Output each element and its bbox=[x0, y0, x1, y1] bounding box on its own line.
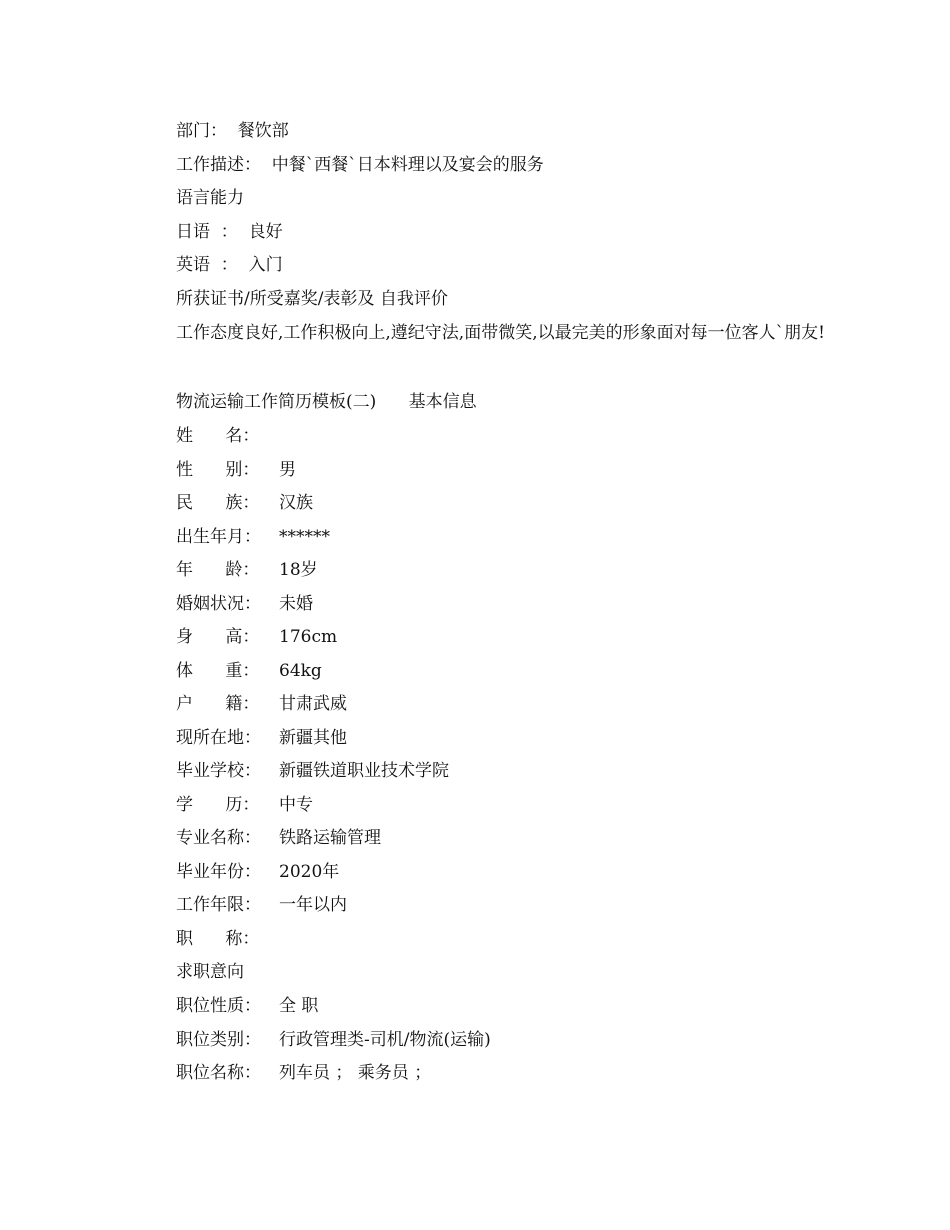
field-label: 身 高： bbox=[176, 627, 260, 647]
field-value: 一年以内 bbox=[279, 895, 347, 915]
template-title: 物流运输工作简历模板(二) 基本信息 bbox=[176, 392, 477, 412]
dept-line: 部门： 餐饮部 bbox=[176, 121, 289, 141]
basic-info-row bbox=[176, 693, 347, 715]
basic-info-row bbox=[176, 559, 318, 581]
field-value: 行政管理类-司机/物流(运输) bbox=[279, 1029, 491, 1050]
self-evaluation: 工作态度良好,工作积极向上,遵纪守法,面带微笑,以最完美的形象面对每一位客人`朋友! bbox=[176, 323, 825, 343]
basic-info-row bbox=[176, 459, 296, 481]
field-label: 毕业学校： bbox=[176, 761, 261, 781]
basic-info-row bbox=[176, 593, 313, 615]
field-label: 职 称： bbox=[176, 928, 260, 949]
basic-info-row bbox=[176, 660, 322, 682]
field-value: 铁路运输管理 bbox=[279, 828, 381, 848]
field-value: 新疆铁道职业技术学院 bbox=[279, 761, 449, 781]
basic-info-row bbox=[176, 794, 313, 816]
field-value: 汉族 bbox=[279, 493, 313, 513]
basic-info-row bbox=[176, 425, 279, 447]
field-label: 民 族： bbox=[176, 493, 260, 513]
basic-info-row bbox=[176, 526, 330, 548]
field-value: 18岁 bbox=[279, 560, 318, 580]
field-value: 全 职 bbox=[279, 996, 319, 1016]
field-label: 出生年月： bbox=[176, 526, 261, 547]
field-label: 专业名称： bbox=[176, 828, 261, 848]
field-label: 工作年限： bbox=[176, 895, 261, 915]
field-value: ****** bbox=[279, 526, 330, 547]
field-value: 中专 bbox=[279, 794, 313, 815]
intent-row bbox=[176, 1029, 491, 1051]
field-label: 姓 名： bbox=[176, 426, 260, 446]
intent-row bbox=[176, 995, 318, 1017]
intent-row bbox=[176, 1062, 431, 1084]
intent-heading: 求职意向 bbox=[176, 962, 244, 982]
work-desc-line: 工作描述： 中餐`西餐`日本料理以及宴会的服务 bbox=[176, 155, 544, 175]
english-line: 英语 ： 入门 bbox=[176, 255, 283, 275]
field-label: 职位名称： bbox=[176, 1063, 261, 1083]
field-value: 未婚 bbox=[279, 593, 313, 614]
field-value: 64kg bbox=[279, 660, 322, 681]
basic-info-row bbox=[176, 626, 337, 648]
field-value: 176cm bbox=[279, 627, 338, 647]
japanese-line: 日语 ： 良好 bbox=[176, 222, 283, 242]
basic-info-row bbox=[176, 760, 449, 782]
field-value: 甘肃武威 bbox=[279, 694, 347, 714]
field-label: 学 历： bbox=[176, 794, 260, 815]
field-value: 列车员 ； 乘务员 ； bbox=[279, 1063, 432, 1083]
field-label: 现所在地： bbox=[176, 727, 261, 748]
field-label: 性 别： bbox=[176, 459, 260, 480]
field-label: 毕业年份： bbox=[176, 861, 261, 882]
field-value: 新疆其他 bbox=[279, 727, 347, 748]
field-value: 男 bbox=[279, 459, 296, 480]
field-label: 职位性质： bbox=[176, 996, 261, 1016]
language-heading: 语言能力 bbox=[176, 188, 244, 208]
field-label: 年 龄： bbox=[176, 560, 260, 580]
basic-info-row bbox=[176, 827, 381, 849]
basic-info-row bbox=[176, 492, 313, 514]
field-label: 职位类别： bbox=[176, 1029, 261, 1050]
field-label: 体 重： bbox=[176, 660, 260, 681]
field-label: 婚姻状况： bbox=[176, 593, 261, 614]
basic-info-row bbox=[176, 727, 347, 749]
basic-info-row bbox=[176, 861, 339, 883]
field-value: 2020年 bbox=[279, 861, 340, 882]
basic-info-row bbox=[176, 928, 279, 950]
certs-heading: 所获证书/所受嘉奖/表彰及 自我评价 bbox=[176, 289, 448, 309]
basic-info-row bbox=[176, 894, 347, 916]
field-label: 户 籍： bbox=[176, 694, 260, 714]
